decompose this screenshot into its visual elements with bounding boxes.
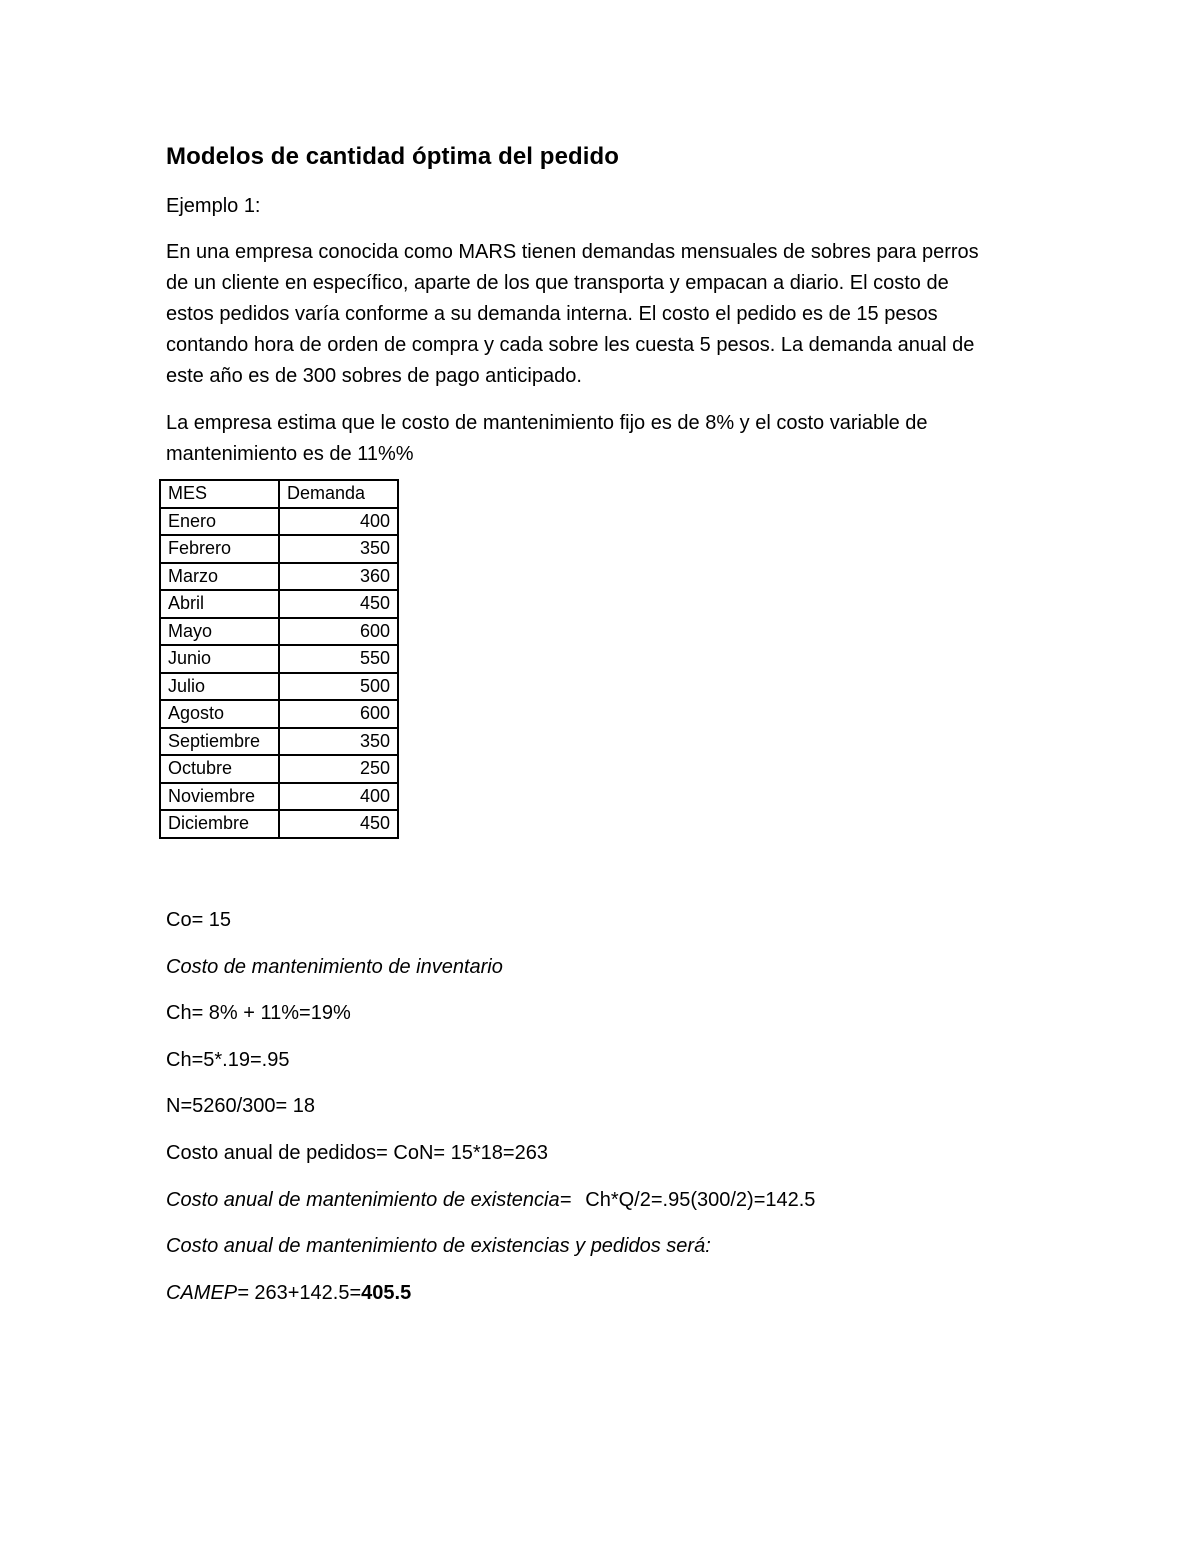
month-cell: Septiembre (160, 728, 279, 756)
month-cell: Octubre (160, 755, 279, 783)
holding-cost-label: Costo anual de mantenimiento de existencia= (166, 1189, 572, 1211)
table-row (160, 700, 398, 728)
table-row (160, 673, 398, 701)
camep-line (166, 1282, 411, 1305)
maintenance-paragraph (166, 408, 1046, 470)
month-cell: Marzo (160, 563, 279, 591)
demand-cell: 450 (279, 590, 398, 618)
document-title: Modelos de cantidad óptima del pedido (166, 143, 620, 170)
month-cell: Julio (160, 673, 279, 701)
n-value-line: N=5260/300= 18 (166, 1095, 316, 1117)
table-row (160, 728, 398, 756)
holding-cost-line (166, 1189, 815, 1212)
table-row (160, 810, 398, 838)
table-row (160, 783, 398, 811)
demand-cell: 600 (279, 618, 398, 646)
paragraph-line: mantenimiento es de 11%% (166, 443, 414, 465)
demand-cell: 350 (279, 728, 398, 756)
demand-cell: 550 (279, 645, 398, 673)
month-cell: Febrero (160, 535, 279, 563)
demand-cell: 450 (279, 810, 398, 838)
example-label: Ejemplo 1: (166, 195, 261, 217)
problem-paragraph (166, 237, 1046, 392)
table-row (160, 618, 398, 646)
co-line: Co= 15 (166, 909, 232, 931)
paragraph-line: estos pedidos varía conforme a su demanda interna. El costo el pedido es de 15 pesos (166, 303, 938, 325)
demand-cell: 350 (279, 535, 398, 563)
demand-cell: 250 (279, 755, 398, 783)
table-row (160, 535, 398, 563)
holding-cost-heading: Costo de mantenimiento de inventario (166, 956, 503, 978)
paragraph-line: este año es de 300 sobres de pago anticipado. (166, 365, 582, 387)
table-row (160, 590, 398, 618)
header-mes: MES (160, 480, 279, 508)
table-row (160, 645, 398, 673)
table-row (160, 755, 398, 783)
camep-result: 405.5 (361, 1282, 412, 1304)
demand-table (159, 479, 399, 839)
camep-sum: 263+142.5= (248, 1282, 362, 1304)
demand-cell: 500 (279, 673, 398, 701)
demand-cell: 600 (279, 700, 398, 728)
month-cell: Agosto (160, 700, 279, 728)
table-header-row (160, 480, 398, 508)
month-cell: Diciembre (160, 810, 279, 838)
holding-cost-formula: Ch*Q/2=.95(300/2)=142.5 (585, 1189, 816, 1211)
header-demanda: Demanda (279, 480, 398, 508)
demand-cell: 400 (279, 783, 398, 811)
total-cost-heading: Costo anual de mantenimiento de existencias y pedidos será: (166, 1235, 711, 1257)
month-cell: Abril (160, 590, 279, 618)
month-cell: Mayo (160, 618, 279, 646)
camep-label: CAMEP= (166, 1282, 249, 1304)
order-cost-line: Costo anual de pedidos= CoN= 15*18=263 (166, 1142, 548, 1164)
month-cell: Noviembre (160, 783, 279, 811)
month-cell: Junio (160, 645, 279, 673)
paragraph-line: de un cliente en específico, aparte de los que transporta y empacan a diario. El costo de (166, 272, 949, 294)
demand-cell: 360 (279, 563, 398, 591)
paragraph-line: La empresa estima que le costo de mantenimiento fijo es de 8% y el costo variable de (166, 412, 928, 434)
demand-cell: 400 (279, 508, 398, 536)
table-row (160, 563, 398, 591)
paragraph-line: En una empresa conocida como MARS tienen demandas mensuales de sobres para perros (166, 241, 979, 263)
ch-percent-line: Ch= 8% + 11%=19% (166, 1002, 351, 1024)
ch-value-line: Ch=5*.19=.95 (166, 1049, 290, 1071)
month-cell: Enero (160, 508, 279, 536)
table-row (160, 508, 398, 536)
paragraph-line: contando hora de orden de compra y cada sobre les cuesta 5 pesos. La demanda anual de (166, 334, 975, 356)
